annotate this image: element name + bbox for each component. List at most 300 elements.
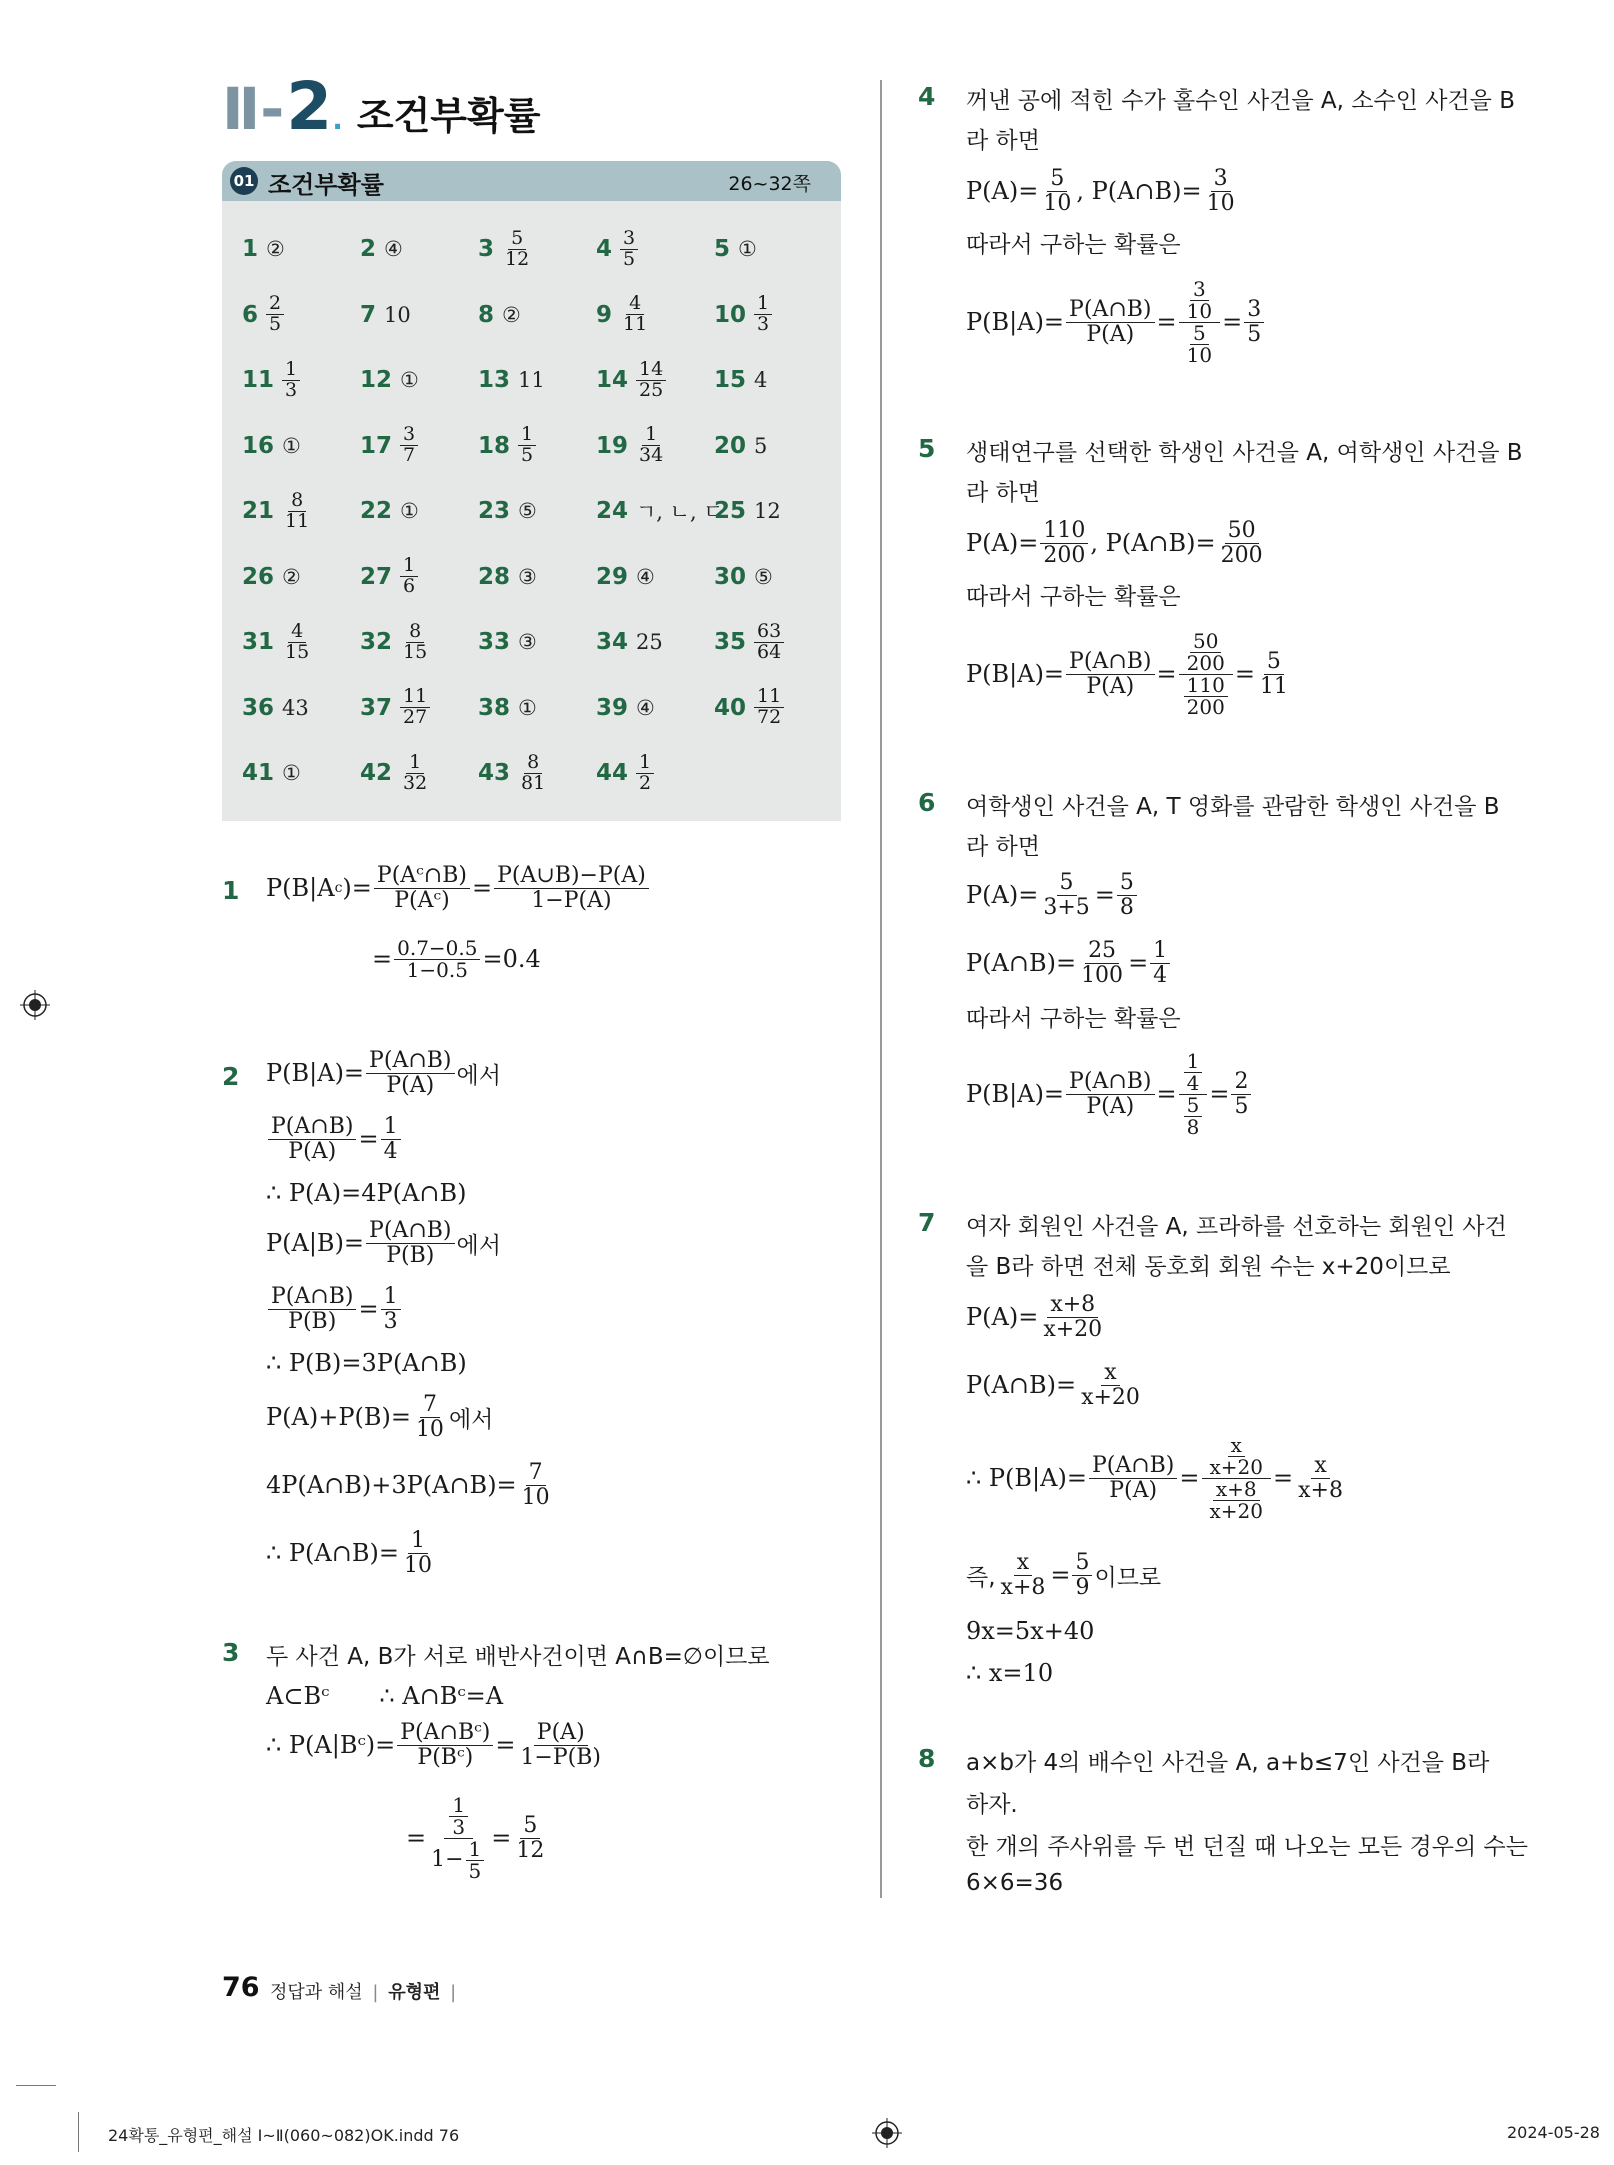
p1-frac-2: [494, 864, 649, 911]
p2-line-5: [266, 1278, 403, 1340]
p6-f6n: P(A∩B): [1066, 1070, 1154, 1094]
p6-f6d: P(A): [1086, 1093, 1135, 1119]
answer-numerator: 1: [282, 360, 300, 381]
p7-cnn: x: [1228, 1435, 1245, 1457]
answer-item: [714, 547, 773, 607]
p4-cnn: 3: [1190, 279, 1209, 301]
answer-denominator: 6: [403, 575, 416, 597]
p3-f3bd: 1−P(B): [520, 1744, 602, 1770]
answer-item: [242, 219, 285, 279]
answer-item: [478, 612, 537, 672]
p6-line-2: 라 하면: [966, 834, 1040, 860]
p7-f6d: x+8: [1000, 1574, 1046, 1600]
p2-f5d: P(B): [288, 1308, 337, 1334]
answer-fraction: [282, 357, 300, 401]
problem-1-line-2: [372, 928, 541, 990]
page-number: 76: [222, 1972, 260, 2003]
answer-fraction: [282, 619, 312, 663]
answer-fraction: [754, 619, 784, 663]
p2-f2bn: 1: [381, 1115, 401, 1139]
answer-item: [478, 743, 548, 803]
p2-a8: 4P(A∩B)+3P(A∩B)=: [266, 1471, 517, 1499]
p2-f9d: 10: [403, 1552, 432, 1578]
p7-line-7: 9x=5x+40: [966, 1617, 1095, 1645]
problem-7-number: 7: [918, 1208, 936, 1237]
p6-line-3: [966, 864, 1139, 926]
p7-cden-frac: [1207, 1476, 1267, 1523]
p6-t6e2: =: [1209, 1080, 1230, 1108]
p2-f5b: [381, 1285, 401, 1332]
p3-t3: ∴ P(A|Bᶜ)=: [266, 1731, 396, 1759]
p5-cdd: 200: [1186, 694, 1225, 719]
answer-numerator: 8: [288, 491, 306, 512]
answer-fraction: [636, 750, 654, 794]
slug-date: 2024-05-28: [1507, 2123, 1600, 2142]
p7-t3: P(A)=: [966, 1303, 1039, 1331]
p6-cnum: [1179, 1048, 1208, 1095]
footer-sep-2: |: [450, 1982, 457, 2003]
p2-f5bn: 1: [381, 1285, 401, 1309]
p6-f4rn: 1: [1150, 939, 1170, 963]
answer-item: [360, 612, 430, 672]
answer-number: 34: [596, 629, 629, 655]
p2-f4n: P(A∩B): [366, 1219, 454, 1243]
p2-a1t: 에서: [456, 1062, 501, 1089]
p7-f3n: x+8: [1047, 1293, 1098, 1317]
p2-f8n: 7: [526, 1461, 546, 1485]
p4-t5: P(B|A)=: [966, 308, 1065, 336]
answer-item: [360, 743, 430, 803]
answer-value: ②: [502, 302, 521, 327]
p3-line-3: [266, 1712, 606, 1778]
answer-fraction: [400, 425, 418, 466]
answer-fraction: [636, 425, 666, 466]
answer-number: 17: [360, 432, 393, 459]
p4-cden: [1179, 320, 1220, 367]
p4-cdn: 5: [1190, 323, 1209, 345]
answer-fraction: [400, 750, 430, 794]
answer-numerator: 4: [626, 294, 644, 315]
column-divider: [880, 80, 882, 1898]
answer-fraction: [620, 294, 650, 335]
answer-denominator: 32: [403, 771, 428, 794]
answer-fraction: [400, 619, 430, 663]
p5-cdn: 110: [1184, 675, 1228, 697]
answer-value: ③: [518, 630, 537, 654]
p5-line-2: 라 하면: [966, 480, 1040, 506]
p2-a4t: 에서: [456, 1232, 501, 1259]
p4-line-4: 따라서 구하는 확률은: [966, 232, 1181, 258]
p5-line-1: 생태연구를 선택한 학생인 사건을 A, 여학생인 사건을 B: [966, 440, 1523, 466]
p2-f2bd: 4: [383, 1138, 398, 1164]
answer-number: 19: [596, 432, 629, 459]
p2-f2n: P(A∩B): [268, 1115, 356, 1139]
answer-numerator: 1: [642, 425, 660, 446]
answer-number: 6: [242, 301, 259, 328]
problem-6-number: 6: [918, 788, 936, 817]
p2-f9: [401, 1529, 435, 1576]
answer-value: ⑤: [518, 499, 537, 523]
p3-cf-den: [428, 1836, 489, 1883]
p6-f4rd: 4: [1153, 962, 1168, 988]
p7-rd: x+8: [1298, 1477, 1343, 1503]
p6-rd: 5: [1234, 1093, 1249, 1119]
p6-f3n: 5: [1057, 871, 1077, 895]
answer-number: 40: [714, 694, 747, 721]
p6-rn: 2: [1231, 1070, 1251, 1094]
p6-cdn: 5: [1184, 1095, 1203, 1117]
answer-value: ①: [400, 499, 419, 523]
p6-f3rn: 5: [1117, 871, 1137, 895]
p5-line-3: [966, 512, 1268, 574]
p2-a2e: =: [358, 1125, 379, 1153]
answer-item: [242, 481, 312, 541]
p6-f6: [1066, 1070, 1154, 1117]
p7-line-3: [966, 1286, 1107, 1348]
chapter-dot: .: [332, 103, 343, 136]
answer-item: [596, 219, 638, 279]
answer-number: 11: [242, 367, 275, 393]
p6-f4d: 100: [1081, 962, 1124, 988]
p1-f2d: 1−P(A): [531, 887, 612, 913]
p4-result: [1244, 298, 1264, 345]
p3-f3d: P(Bᶜ): [417, 1744, 474, 1770]
footer-label-text: 정답과 해설: [270, 1982, 363, 2003]
p3-cfnn: 1: [449, 1795, 468, 1817]
answer-item: [596, 547, 655, 607]
p1-f3n: 0.7−0.5: [394, 938, 480, 960]
answer-fraction: [636, 357, 666, 401]
p1-f1d: P(Aᶜ): [394, 887, 450, 913]
answer-number: 43: [478, 760, 511, 786]
answer-item: [596, 481, 724, 541]
p2-f2b: [381, 1115, 401, 1162]
p4-cnum: [1179, 276, 1220, 323]
registration-mark-icon: [20, 990, 50, 1020]
answer-item: [242, 285, 284, 345]
answer-value: ①: [400, 368, 419, 392]
p6-t4e: =: [1128, 949, 1149, 977]
p2-f5: [268, 1285, 356, 1332]
answer-item: [478, 481, 537, 541]
p8-line-2: 하자.: [966, 1792, 1018, 1818]
p5-cnum: [1179, 628, 1233, 675]
answer-number: 2: [360, 236, 377, 262]
answer-item: [714, 219, 757, 279]
p4-line-2: 라 하면: [966, 128, 1040, 154]
p2-f8: [519, 1461, 553, 1508]
p3-t2b: ∴ A∩Bᶜ=A: [379, 1682, 504, 1710]
answer-number: 5: [714, 236, 731, 262]
answer-value: 10: [384, 302, 411, 327]
answer-number: 36: [242, 694, 275, 721]
answer-item: [714, 350, 767, 410]
answer-denominator: 64: [757, 640, 782, 663]
p8-line-3: 한 개의 주사위를 두 번 던질 때 나오는 모든 경우의 수는: [966, 1834, 1528, 1860]
p6-f3r: [1117, 871, 1137, 918]
answer-fraction: [400, 556, 418, 597]
p6-t6e: =: [1156, 1080, 1177, 1108]
p7-cden: [1202, 1476, 1272, 1523]
p3-cf-den-frac: [466, 1836, 485, 1883]
p2-line-1: [266, 1042, 501, 1104]
answer-denominator: 5: [521, 444, 534, 466]
answer-item: [242, 350, 300, 410]
p5-f5d: P(A): [1086, 673, 1135, 699]
p5-f3n: 110: [1040, 519, 1088, 543]
answer-item: [596, 285, 650, 345]
p2-f1n: P(A∩B): [366, 1049, 454, 1073]
p4-line-5: [966, 266, 1266, 378]
answer-denominator: 72: [757, 706, 782, 728]
p2-f2: [268, 1115, 356, 1162]
p7-rn: x: [1311, 1454, 1329, 1478]
p3-result: [513, 1814, 547, 1861]
p4-cden-frac: [1184, 320, 1215, 367]
p3-line-4: [406, 1782, 549, 1894]
p7-t6a: 즉,: [966, 1564, 996, 1591]
answer-value: 11: [518, 368, 545, 392]
answer-item: [360, 285, 411, 345]
p3-t4e2: =: [491, 1824, 512, 1852]
p3-t2a: A⊂Bᶜ: [266, 1682, 330, 1710]
answer-item: [242, 678, 309, 738]
answer-value: ④: [636, 695, 655, 720]
answer-value: ①: [282, 761, 301, 785]
p6-cnd: 4: [1186, 1070, 1200, 1095]
p3-line-1: 두 사건 A, B가 서로 배반사건이면 A∩B=∅이므로: [266, 1644, 770, 1670]
answer-item: [478, 285, 521, 345]
p7-f6rd: 9: [1075, 1574, 1090, 1600]
answer-value: 4: [754, 368, 768, 392]
answer-numerator: 1: [400, 556, 418, 577]
p3-f3: [397, 1721, 493, 1768]
p5-f5n: P(A∩B): [1066, 650, 1154, 674]
answer-number: 31: [242, 629, 275, 655]
p6-t6: P(B|A)=: [966, 1080, 1065, 1108]
p2-f5bd: 3: [383, 1308, 398, 1334]
answer-value: ④: [384, 237, 403, 261]
p3-t4e: =: [406, 1824, 427, 1852]
footer-sub: 유형편: [388, 1982, 441, 2003]
answer-value: ⑤: [754, 564, 773, 589]
chapter-roman: Ⅱ: [222, 75, 259, 143]
p5-f3bd: 200: [1220, 542, 1263, 568]
p7-f3d: x+20: [1043, 1316, 1103, 1342]
p5-t3: P(A)=: [966, 529, 1039, 557]
answer-denominator: 2: [639, 771, 652, 794]
p4-t3: P(A)=: [966, 177, 1039, 205]
p4-f3bn: 3: [1211, 167, 1231, 191]
p4-f5d: P(A): [1086, 321, 1135, 347]
answer-item: [360, 416, 418, 476]
p7-f6: [998, 1551, 1049, 1598]
p2-f4d: P(B): [386, 1242, 435, 1268]
answer-number: 12: [360, 367, 393, 393]
answer-denominator: 81: [521, 771, 546, 794]
slug-file: 24확통_유형편_해설 Ⅰ~Ⅱ(060~082)OK.indd 76: [108, 2126, 460, 2145]
p7-f4n: x: [1101, 1361, 1119, 1385]
p5-cnd: 200: [1186, 650, 1225, 675]
answer-item: [478, 350, 545, 410]
p1-f3d: 1−0.5: [406, 957, 468, 982]
chapter-title: 조건부확률: [356, 94, 541, 138]
answer-denominator: 15: [285, 640, 310, 663]
p3-rd: 12: [516, 1837, 545, 1863]
answer-numerator: 63: [754, 622, 784, 643]
p5-line-4: 따라서 구하는 확률은: [966, 584, 1181, 610]
p6-t3: P(A)=: [966, 881, 1039, 909]
answer-item: [242, 547, 301, 607]
answer-number: 25: [714, 498, 747, 524]
p4-cdd: 10: [1186, 342, 1213, 367]
answer-item: [596, 612, 663, 672]
p7-t6b: 이므로: [1094, 1564, 1162, 1591]
answer-denominator: 25: [639, 378, 664, 401]
p1-lhs: P(B|A: [266, 874, 335, 902]
answer-number: 39: [596, 694, 629, 721]
answer-item: [714, 678, 784, 738]
answer-fraction: [518, 425, 536, 466]
answer-number: 22: [360, 498, 393, 524]
p7-f6rn: 5: [1072, 1551, 1092, 1575]
crop-mark-v: [78, 2112, 79, 2152]
answer-number: 35: [714, 629, 747, 655]
p2-a1: P(B|A)=: [266, 1059, 365, 1087]
answer-item: [242, 743, 301, 803]
answer-numerator: 1: [754, 294, 772, 315]
answer-value: ①: [738, 237, 757, 261]
answer-fraction: [620, 226, 638, 270]
answer-numerator: 4: [288, 622, 306, 643]
answer-number: 20: [714, 432, 747, 459]
answer-fraction: [400, 687, 430, 728]
answer-numerator: 14: [636, 360, 666, 381]
p4-f3b: [1204, 167, 1238, 214]
problem-8-number: 8: [918, 1744, 936, 1773]
p7-cnum: [1202, 1432, 1272, 1479]
p8-line-4: 6×6=36: [966, 1870, 1064, 1896]
answer-numerator: 11: [754, 687, 784, 708]
p3-complex-frac: [428, 1792, 489, 1883]
p1-frac-1: [374, 864, 470, 911]
p5-cden-frac: [1184, 672, 1228, 719]
answer-denominator: 11: [623, 313, 648, 335]
answer-fraction: [754, 294, 772, 335]
section-pages: 26~32쪽: [728, 173, 811, 195]
problem-4-number: 4: [918, 82, 936, 111]
p2-line-9: [266, 1522, 437, 1584]
p7-complex: [1202, 1432, 1272, 1523]
answer-fraction: [502, 226, 532, 270]
answer-numerator: 1: [518, 425, 536, 446]
p2-f5n: P(A∩B): [268, 1285, 356, 1309]
p3-cfdn: 1: [466, 1839, 485, 1861]
p6-f4n: 25: [1085, 939, 1119, 963]
problem-1-line-1: [266, 856, 651, 920]
answer-number: 14: [596, 367, 629, 393]
p2-line-2: [266, 1108, 403, 1170]
p3-rn: 5: [520, 1814, 540, 1838]
answer-numerator: 3: [620, 229, 638, 250]
p6-f3rd: 8: [1119, 894, 1134, 920]
answer-item: [242, 612, 312, 672]
answer-numerator: 1: [636, 753, 654, 774]
answer-number: 33: [478, 629, 511, 655]
p8-line-1: a×b가 4의 배수인 사건을 A, a+b≤7인 사건을 B라: [966, 1750, 1490, 1776]
p2-line-6: ∴ P(B)=3P(A∩B): [266, 1349, 467, 1377]
answer-item: [360, 547, 418, 607]
answer-item: [478, 416, 536, 476]
p1-f1n: P(Aᶜ∩B): [374, 864, 470, 888]
answer-item: [596, 678, 655, 738]
p6-f3: [1040, 871, 1092, 918]
p6-cnn: 1: [1184, 1051, 1203, 1073]
p4-cnum-frac: [1184, 276, 1215, 323]
p5-line-5: [966, 616, 1293, 732]
answer-number: 29: [596, 563, 629, 590]
answer-number: 38: [478, 694, 511, 721]
p5-cden: [1179, 672, 1233, 719]
answer-value: ①: [518, 695, 537, 720]
p2-f7d: 10: [415, 1416, 444, 1442]
answer-number: 7: [360, 301, 377, 328]
chapter-heading: [222, 68, 540, 145]
p4-f5n: P(A∩B): [1066, 298, 1154, 322]
section-name: 조건부확률: [268, 171, 384, 199]
answer-number: 4: [596, 236, 613, 262]
p5-f3d: 200: [1043, 542, 1086, 568]
answer-number: 21: [242, 498, 275, 524]
p7-t5e2: =: [1273, 1464, 1294, 1492]
p7-cdd: x+20: [1209, 1498, 1264, 1523]
p5-f5: [1066, 650, 1154, 697]
answer-item: [360, 678, 430, 738]
p5-t5e2: =: [1234, 660, 1255, 688]
problem-5-number: 5: [918, 434, 936, 463]
p7-line-5: [966, 1420, 1348, 1536]
answer-value: ①: [282, 433, 301, 458]
p6-f4r: [1150, 939, 1170, 986]
p2-f1: [366, 1049, 454, 1096]
p3-f3n: P(A∩Bᶜ): [397, 1721, 493, 1745]
answer-denominator: 3: [757, 313, 770, 335]
p6-cden: [1179, 1092, 1208, 1139]
p7-f5: [1089, 1454, 1177, 1501]
p7-f5d: P(A): [1109, 1477, 1158, 1503]
p7-line-1: 여자 회원인 사건을 A, 프라하를 선호하는 회원인 사건: [966, 1214, 1507, 1240]
answer-numerator: 11: [400, 687, 430, 708]
p6-cdd: 8: [1186, 1114, 1200, 1139]
section-badge: 01: [230, 167, 258, 195]
p4-f3d: 10: [1043, 190, 1072, 216]
p7-t5: ∴ P(B|A)=: [966, 1464, 1087, 1492]
p4-f3bd: 10: [1206, 190, 1235, 216]
answer-fraction: [266, 294, 284, 335]
p2-a4: P(A|B)=: [266, 1229, 365, 1257]
p7-f5n: P(A∩B): [1089, 1454, 1177, 1478]
p4-f3n: 5: [1047, 167, 1067, 191]
answer-numerator: 2: [266, 294, 284, 315]
p5-rn: 5: [1264, 650, 1284, 674]
p5-f3b: [1218, 519, 1266, 566]
answer-item: [478, 219, 532, 279]
p3-t3e: =: [495, 1731, 516, 1759]
answer-number: 8: [478, 301, 495, 328]
p3-cfnd: 3: [452, 1814, 466, 1839]
p2-line-4: [266, 1212, 501, 1274]
p6-line-1: 여학생인 사건을 A, T 영화를 관람한 학생인 사건을 B: [966, 794, 1500, 820]
